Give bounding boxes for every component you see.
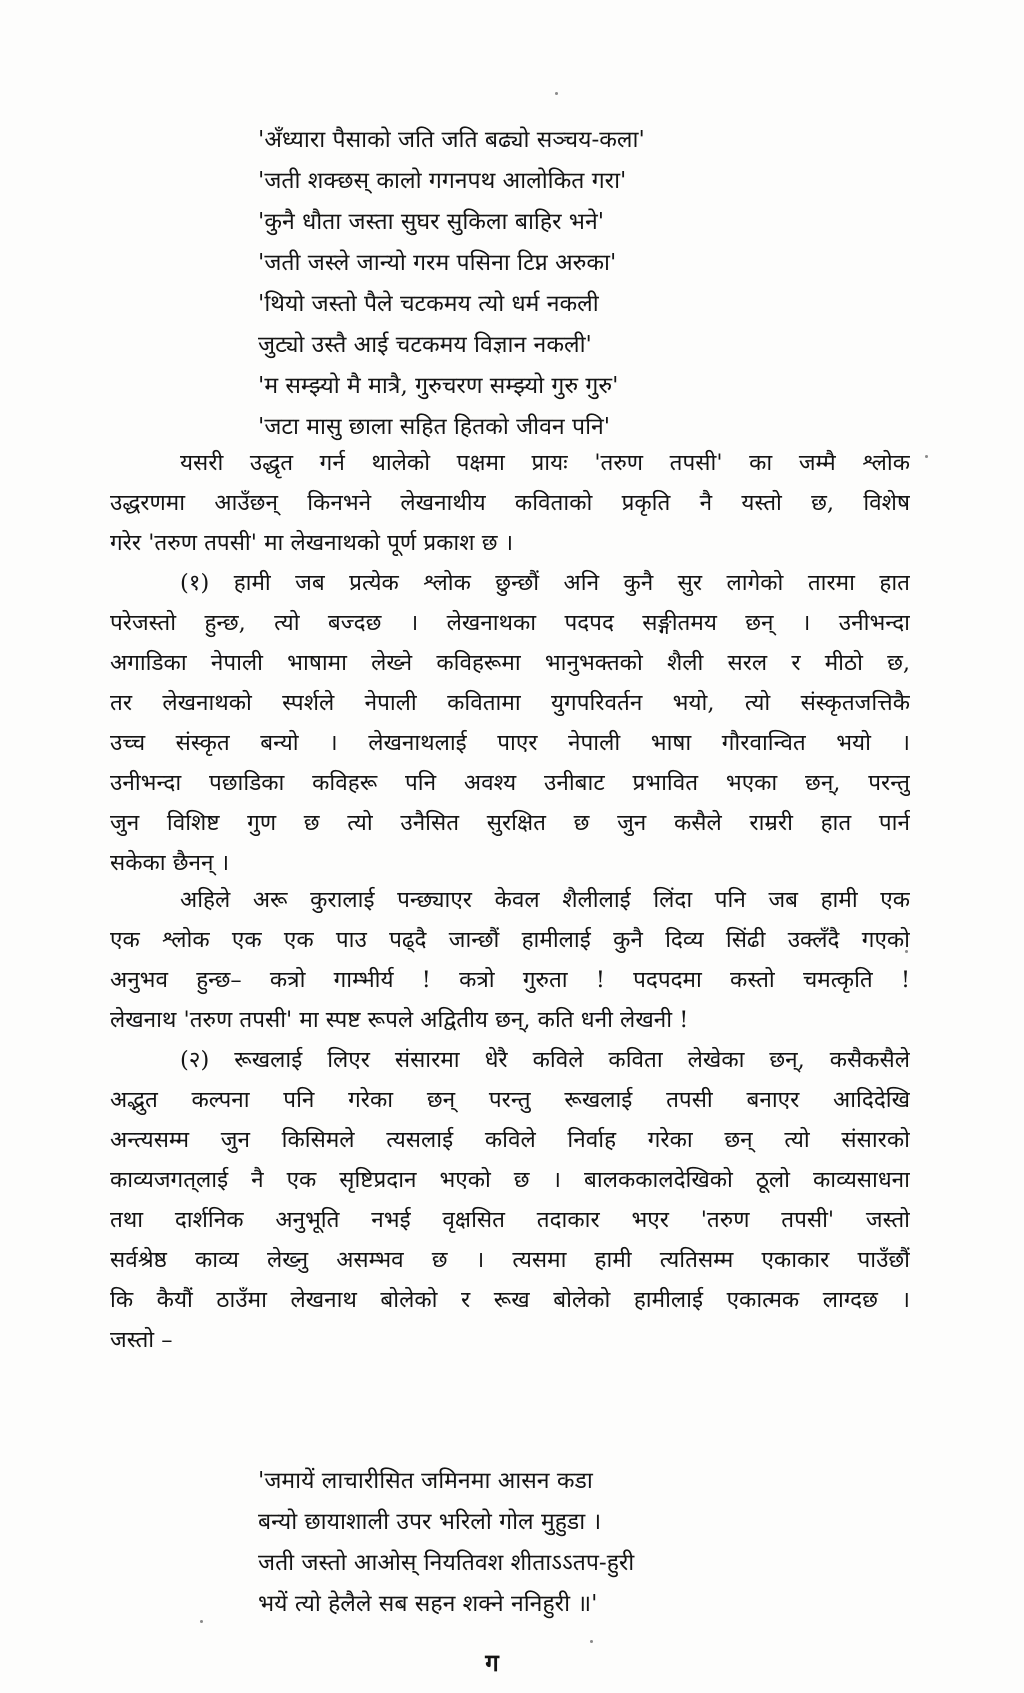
text-line: उच्च संस्कृत बन्यो । लेखनाथलाई पाएर नेपाली भाषा गौरवान्वित भयो । <box>110 730 910 756</box>
text-line: परेजस्तो हुन्छ, त्यो बज्दछ । लेखनाथका पदपद सङ्गीतमय छन् । उनीभन्दा <box>110 610 910 636</box>
opening-verse <box>258 120 645 448</box>
text-line: सर्वश्रेष्ठ काव्य लेख्नु असम्भव छ । त्यसमा हामी त्यतिसम्म एकाकार पाउँछौं <box>110 1247 910 1273</box>
paragraph-point-one <box>110 563 910 883</box>
verse-line: 'कुनै धौता जस्ता सुघर सुकिला बाहिर भने' <box>258 209 605 235</box>
text-line: अन्त्यसम्म जुन किसिमले त्यसलाई कविले निर्वाह गरेका छन् त्यो संसारको <box>110 1127 910 1153</box>
page-number: ग <box>485 1648 499 1677</box>
text-line: यसरी उद्धृत गर्न थालेको पक्षमा प्रायः 'तरुण तपसी' का जम्मै श्लोक <box>180 450 910 476</box>
paragraph-point-two <box>110 1040 910 1360</box>
text-line: सकेका छैनन् । <box>110 850 230 876</box>
text-line: (२) रूखलाई लिएर संसारमा धेरै कविले कविता लेखेका छन्, कसैकसैले <box>180 1047 910 1073</box>
text-line: अद्भुत कल्पना पनि गरेका छन् परन्तु रूखलाई तपसी बनाएर आदिदेखि <box>110 1087 910 1113</box>
verse-line: भयें त्यो हेलैले सब सहन शक्ने ननिहुरी ॥' <box>258 1591 598 1617</box>
verse-line: 'थियो जस्तो पैले चटकमय त्यो धर्म नकली <box>258 291 599 317</box>
verse-line: 'जटा मासु छाला सहित हितको जीवन पनि' <box>258 414 611 440</box>
paragraph-quotation-note <box>110 443 910 563</box>
closing-verse <box>258 1461 634 1625</box>
verse-line: जुट्यो उस्तै आई चटकमय विज्ञान नकली' <box>258 332 592 358</box>
text-line: काव्यजगत्‌लाई नै एक सृष्टिप्रदान भएको छ । बालककालदेखिको ठूलो काव्यसाधना <box>110 1167 910 1193</box>
text-line: गरेर 'तरुण तपसी' मा लेखनाथको पूर्ण प्रकाश छ । <box>110 530 514 556</box>
text-line: उनीभन्दा पछाडिका कविहरू पनि अवश्य उनीबाट प्रभावित भएका छन्, परन्तु <box>110 770 910 796</box>
text-line: अहिले अरू कुरालाई पन्छ्याएर केवल शैलीलाई लिंदा पनि जब हामी एक <box>180 887 910 913</box>
text-line: उद्धरणमा आउँछन् किनभने लेखनाथीय कविताको प्रकृति नै यस्तो छ, विशेष <box>110 490 910 516</box>
verse-line: 'जती शक्छस् कालो गगनपथ आलोकित गरा' <box>258 168 627 194</box>
text-line: (१) हामी जब प्रत्येक श्लोक छुन्छौं अनि कुनै सुर लागेको तारमा हात <box>180 570 910 596</box>
scan-speck <box>200 1620 203 1623</box>
scan-speck <box>590 1640 593 1643</box>
text-line: अगाडिका नेपाली भाषामा लेख्ने कविहरूमा भानुभक्तको शैली सरल र मीठो छ, <box>110 650 910 676</box>
text-line: एक श्लोक एक एक पाउ पढ्दै जान्छौं हामीलाई कुनै दिव्य सिंढी उक्लँदै गएको <box>110 927 910 953</box>
verse-line: जती जस्तो आओस् नियतिवश शीताऽऽतप-हुरी <box>258 1550 635 1576</box>
text-line: अनुभव हुन्छ– कत्रो गाम्भीर्य ! कत्रो गुरुता ! पदपदमा कस्तो चमत्कृति ! <box>110 967 910 993</box>
text-line: कि कैयौं ठाउँमा लेखनाथ बोलेको र रूख बोलेको हामीलाई एकात्मक लाग्दछ । <box>110 1287 910 1313</box>
verse-line: 'म सम्झ्यो मै मात्रै, गुरुचरण सम्झ्यो गुरु गुरु' <box>258 373 619 399</box>
paragraph-style <box>110 880 910 1040</box>
text-line: जुन विशिष्ट गुण छ त्यो उनैसित सुरक्षित छ जुन कसैले राम्ररी हात पार्न <box>110 810 910 836</box>
verse-line: 'अँध्यारा पैसाको जति जति बढ्यो सञ्चय-कला' <box>258 127 645 153</box>
verse-line: 'जती जस्ले जान्यो गरम पसिना टिप्न अरुका' <box>258 250 617 276</box>
verse-line: 'जमायें लाचारीसित जमिनमा आसन कडा <box>258 1468 593 1494</box>
text-line: तथा दार्शनिक अनुभूति नभई वृक्षसित तदाकार भएर 'तरुण तपसी' जस्तो <box>110 1207 910 1233</box>
scan-speck <box>555 92 558 95</box>
text-line: जस्तो – <box>110 1327 173 1353</box>
text-line: लेखनाथ 'तरुण तपसी' मा स्पष्ट रूपले अद्वितीय छन्, कति धनी लेखनी ! <box>110 1007 689 1033</box>
text-line: तर लेखनाथको स्पर्शले नेपाली कवितामा युगपरिवर्तन भयो, त्यो संस्कृतजत्तिकै <box>110 690 910 716</box>
verse-line: बन्यो छायाशाली उपर भरिलो गोल मुहुडा । <box>258 1509 602 1535</box>
scan-speck <box>925 455 928 458</box>
